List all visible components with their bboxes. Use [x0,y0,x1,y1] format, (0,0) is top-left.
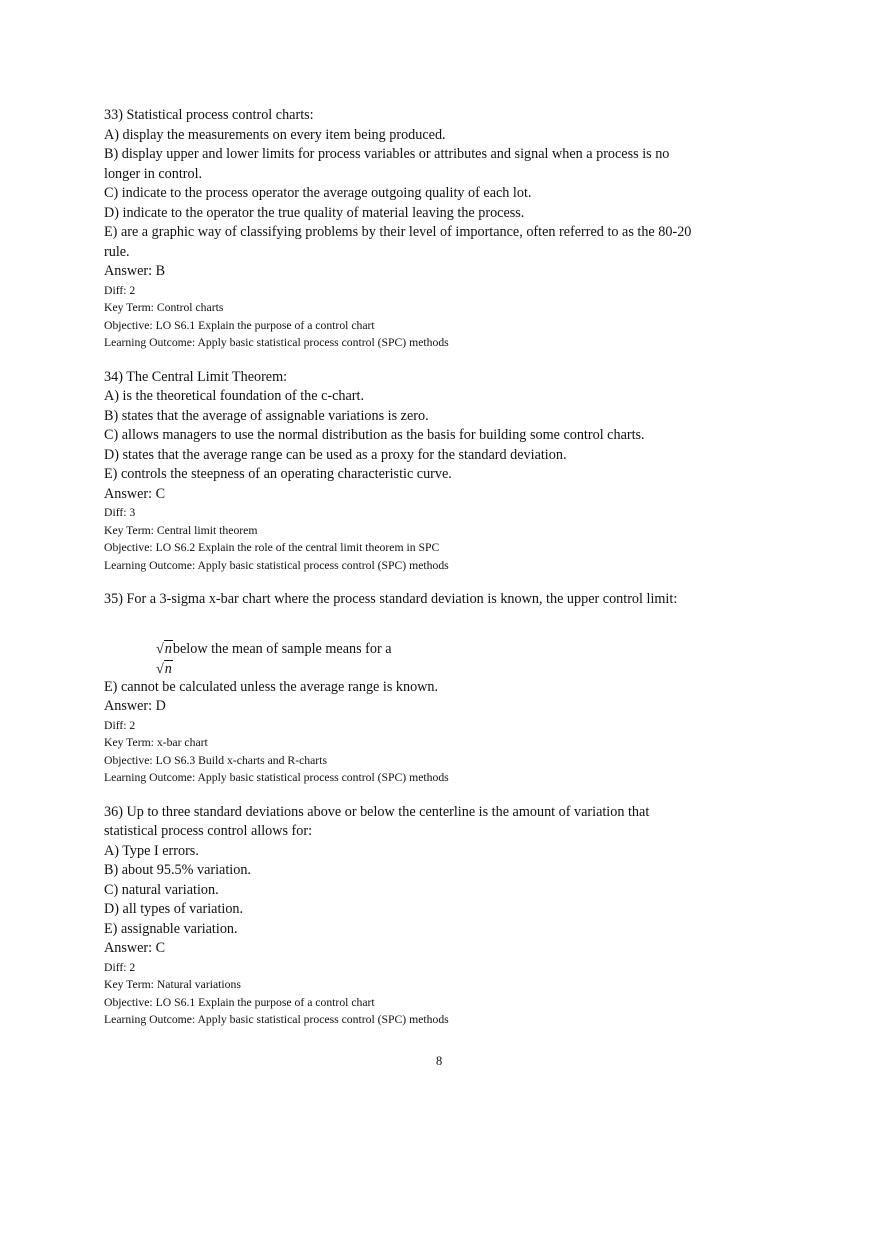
question-stem-continued: statistical process control allows for: [104,823,313,839]
answer: Answer: B [104,263,166,279]
learning-outcome: Learning Outcome: Apply basic statistical process control (SPC) methods [104,1013,449,1026]
question-stem: 34) The Central Limit Theorem: [104,368,288,385]
option-a: A) display the measurements on every item being produced. [104,126,446,143]
difficulty: Diff: 2 [104,283,136,297]
formula-area [104,610,714,678]
objective: Objective: LO S6.1 Explain the purpose of a control chart [104,318,375,332]
learning-outcome: Learning Outcome: Apply basic statistical process control (SPC) methods [104,771,449,784]
key-term: Key Term: Control charts [104,301,224,314]
option-a: A) is the theoretical foundation of the c-chart. [104,388,365,404]
question-stem: 35) For a 3-sigma x-bar chart where the process standard deviation is known, the upper control limit: [104,591,678,607]
option-b: B) states that the average of assignable variations is zero. [104,407,429,424]
option-c: C) indicate to the process operator the average outgoing quality of each lot. [104,185,532,201]
page-number: 8 [436,1054,443,1068]
objective: Objective: LO S6.3 Build x-charts and R-charts [104,753,327,767]
option-b: B) about 95.5% variation. [104,862,251,878]
answer: Answer: D [104,698,166,714]
question-stem: 33) Statistical process control charts: [104,107,314,123]
formula-line-1-text: below the mean of sample means for a [172,640,392,657]
learning-outcome: Learning Outcome: Apply basic statistical process control (SPC) methods [104,558,449,572]
difficulty: Diff: 3 [104,506,136,519]
option-e: E) assignable variation. [104,920,238,937]
document-page [104,106,714,1029]
option-d: D) states that the average range can be used as a proxy for the standard deviation. [104,446,567,463]
objective: Objective: LO S6.2 Explain the role of the central limit theorem in SPC [104,541,440,554]
option-b-continued: longer in control. [104,165,203,182]
formula-line-1 [156,640,392,660]
question-35 [104,590,714,787]
answer: Answer: C [104,485,166,502]
option-e-continued: rule. [104,243,130,260]
square-root-n: √n [156,640,172,657]
key-term: Key Term: Natural variations [104,978,241,991]
difficulty: Diff: 2 [104,960,136,974]
question-stem: 36) Up to three standard deviations above or below the centerline is the amount of variation that [104,803,650,820]
question-36 [104,803,714,1029]
key-term: Key Term: x-bar chart [104,736,208,749]
square-root-n: √n [156,660,172,677]
option-e: E) are a graphic way of classifying problems by their level of importance, often referred to as the 80-20 [104,224,692,240]
option-c: C) natural variation. [104,881,219,898]
answer: Answer: C [104,940,166,956]
learning-outcome: Learning Outcome: Apply basic statistical process control (SPC) methods [104,336,449,349]
question-34 [104,368,714,575]
option-b: B) display upper and lower limits for process variables or attributes and signal when a process is no [104,146,670,162]
question-33 [104,106,714,352]
objective: Objective: LO S6.1 Explain the purpose of a control chart [104,995,375,1009]
option-a: A) Type I errors. [104,842,199,859]
difficulty: Diff: 2 [104,718,136,732]
option-e: E) cannot be calculated unless the average range is known. [104,678,439,695]
option-d: D) indicate to the operator the true quality of material leaving the process. [104,204,525,221]
option-c: C) allows managers to use the normal distribution as the basis for building some control charts. [104,427,645,443]
option-e: E) controls the steepness of an operating characteristic curve. [104,466,452,482]
option-d: D) all types of variation. [104,901,244,917]
key-term: Key Term: Central limit theorem [104,523,258,537]
formula-line-2 [156,660,173,680]
